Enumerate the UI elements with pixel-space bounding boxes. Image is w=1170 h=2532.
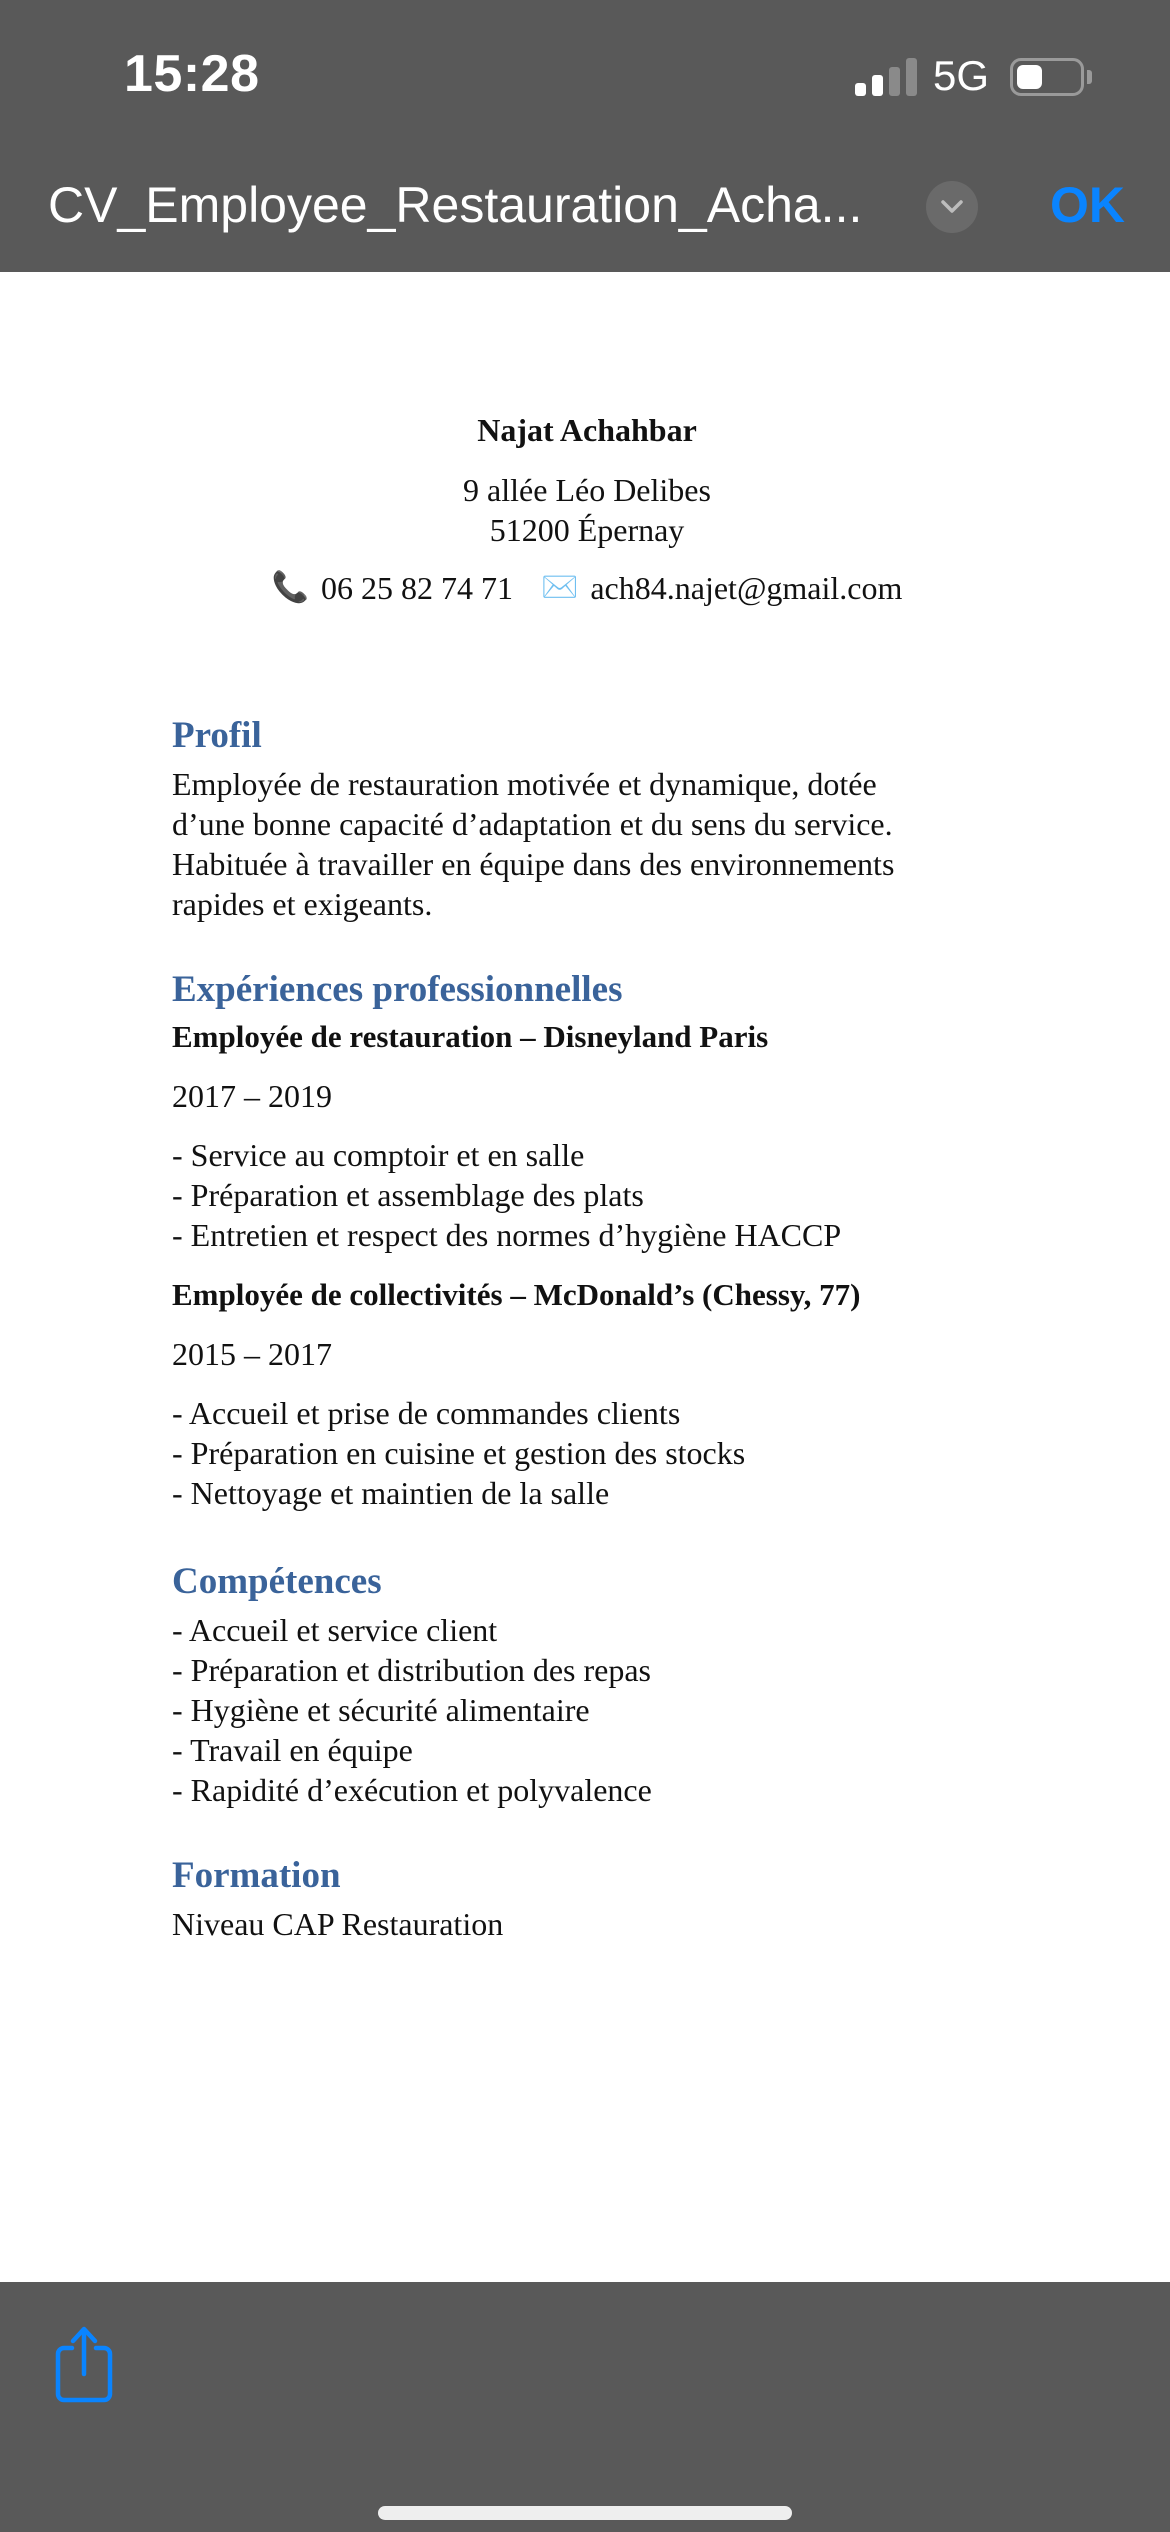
job-dates: 2015 – 2017 bbox=[172, 1336, 332, 1372]
job-tasks bbox=[172, 1393, 745, 1513]
section-heading-profile: Profil bbox=[172, 715, 262, 756]
document-viewer[interactable] bbox=[0, 272, 1170, 2282]
job-title: Employée de restauration – Disneyland Paris bbox=[172, 1019, 769, 1054]
phone-number[interactable]: 06 25 82 74 71 bbox=[320, 570, 513, 606]
share-button[interactable] bbox=[52, 2324, 116, 2404]
education-text: Niveau CAP Restauration bbox=[172, 1906, 504, 1942]
profile-line: d’une bonne capacité d’adaptation et du sens du service. bbox=[172, 806, 893, 842]
job-dates: 2017 – 2019 bbox=[172, 1078, 332, 1114]
profile-line: Habituée à travailler en équipe dans des environnements bbox=[172, 846, 895, 882]
phone-icon: 📞 bbox=[271, 571, 309, 604]
job-task: - Préparation en cuisine et gestion des stocks bbox=[172, 1435, 746, 1471]
skills-list bbox=[172, 1610, 652, 1810]
cv-name: Najat Achahbar bbox=[477, 412, 697, 448]
signal-bar bbox=[855, 83, 866, 96]
signal-bar bbox=[872, 75, 883, 96]
address-line-1: 9 allée Léo Delibes bbox=[463, 472, 711, 508]
envelope-icon: ✉️ bbox=[540, 571, 579, 604]
profile-text bbox=[172, 764, 894, 924]
profile-line: Employée de restauration motivée et dynamique, dotée bbox=[172, 766, 877, 802]
document-title[interactable]: CV_Employee_Restauration_Acha... bbox=[48, 177, 863, 233]
section-heading-experience: Expériences professionnelles bbox=[172, 969, 623, 1010]
status-time: 15:28 bbox=[124, 45, 260, 103]
chevron-down-icon bbox=[940, 199, 964, 215]
skill-item: - Rapidité d’exécution et polyvalence bbox=[172, 1772, 652, 1808]
job-task: - Préparation et assemblage des plats bbox=[172, 1177, 644, 1213]
section-heading-education: Formation bbox=[172, 1855, 341, 1896]
ok-button[interactable]: OK bbox=[1050, 177, 1125, 233]
job-task: - Service au comptoir et en salle bbox=[172, 1137, 585, 1173]
job-title: Employée de collectivités – McDonald’s (Chessy, 77) bbox=[172, 1277, 861, 1312]
battery-level bbox=[1017, 65, 1042, 89]
job-tasks bbox=[172, 1135, 841, 1255]
network-type: 5G bbox=[933, 52, 990, 99]
share-icon bbox=[52, 2324, 116, 2404]
email-address[interactable]: ach84.najet@gmail.com bbox=[590, 570, 903, 606]
address-line-2: 51200 Épernay bbox=[489, 512, 685, 548]
section-heading-skills: Compétences bbox=[172, 1561, 382, 1602]
contact-row bbox=[172, 568, 1002, 608]
signal-bar bbox=[906, 58, 917, 96]
job-task: - Entretien et respect des normes d’hygiène HACCP bbox=[172, 1217, 842, 1253]
signal-bar bbox=[889, 67, 900, 96]
skill-item: - Préparation et distribution des repas bbox=[172, 1652, 651, 1688]
bottom-toolbar bbox=[0, 2282, 1170, 2532]
cellular-signal-icon bbox=[855, 58, 917, 96]
job-task: - Accueil et prise de commandes clients bbox=[172, 1395, 681, 1431]
profile-line: rapides et exigeants. bbox=[172, 886, 433, 922]
skill-item: - Hygiène et sécurité alimentaire bbox=[172, 1692, 590, 1728]
battery-icon bbox=[1010, 58, 1084, 96]
title-menu-button[interactable] bbox=[926, 181, 978, 233]
home-indicator[interactable] bbox=[378, 2506, 792, 2520]
nav-bar bbox=[0, 150, 1170, 272]
skill-item: - Accueil et service client bbox=[172, 1612, 498, 1648]
battery-tip bbox=[1087, 70, 1092, 84]
skill-item: - Travail en équipe bbox=[172, 1732, 413, 1768]
status-bar bbox=[0, 0, 1170, 150]
job-task: - Nettoyage et maintien de la salle bbox=[172, 1475, 610, 1511]
